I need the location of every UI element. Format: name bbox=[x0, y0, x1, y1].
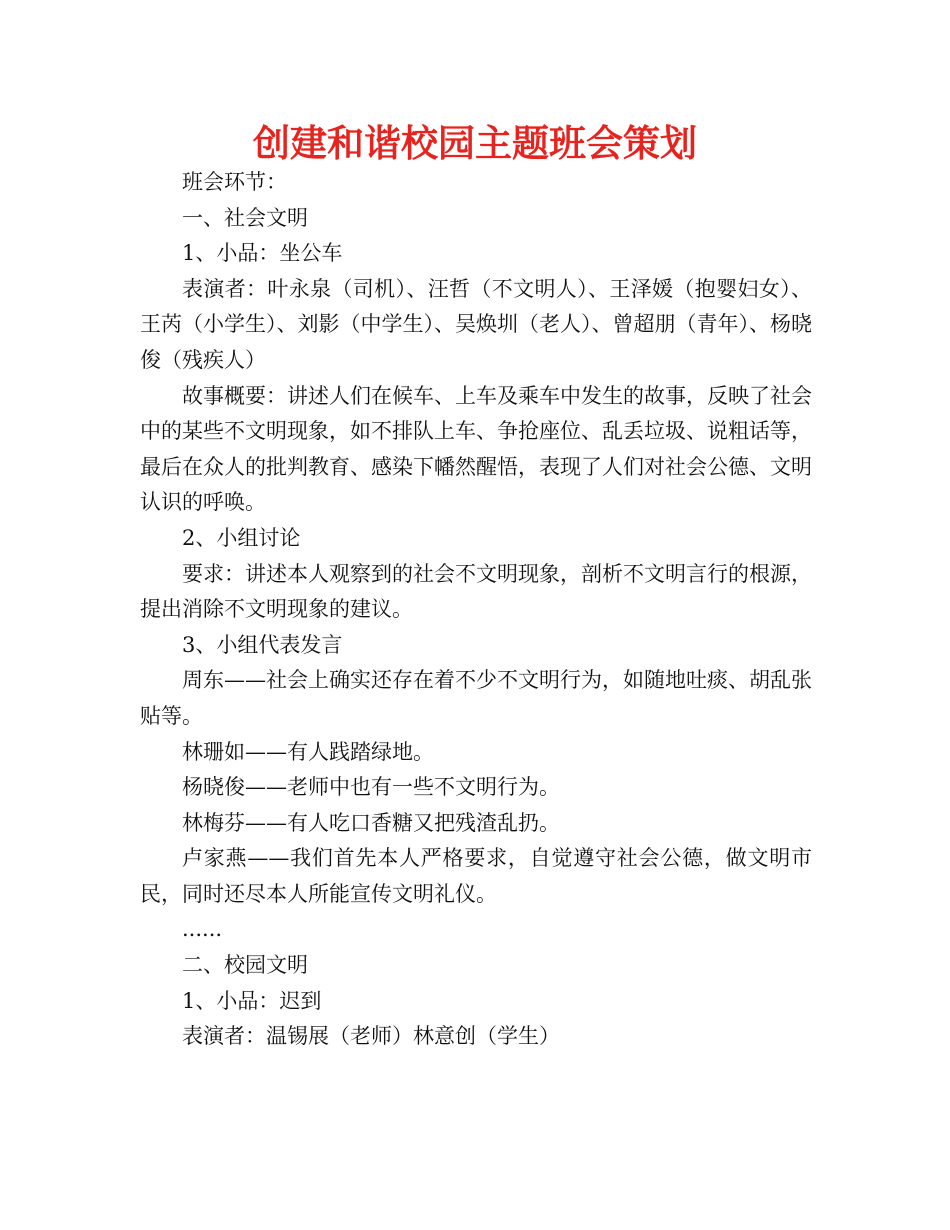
paragraph-section-label: 班会环节： bbox=[182, 170, 287, 194]
paragraph-heading-social: 一、社会文明 bbox=[182, 205, 308, 230]
paragraph-speech-linshanru: 林珊如——有人践踏绿地。 bbox=[182, 739, 434, 764]
paragraph-sketch-bus: 1、小品：坐公车 bbox=[182, 241, 343, 266]
paragraph-requirements: 要求：讲述本人观察到的社会不文明现象，剖析不文明言行的根源，提出消除不文明现象的建议。 bbox=[140, 561, 812, 622]
paragraph-speech-linmeifen: 林梅芬——有人吃口香糖又把残渣乱扔。 bbox=[182, 810, 560, 835]
paragraph-speech-zhoudong: 周东——社会上确实还存在着不少不文明行为，如随地吐痰、胡乱张贴等。 bbox=[140, 668, 812, 728]
paragraph-sketch-late: 1、小品：迟到 bbox=[182, 988, 322, 1013]
paragraph-representatives: 3、小组代表发言 bbox=[182, 632, 343, 657]
paragraph-group-discussion: 2、小组讨论 bbox=[182, 525, 301, 550]
document-body bbox=[140, 165, 812, 1055]
paragraph-story-summary: 故事概要：讲述人们在候车、上车及乘车中发生的故事，反映了社会中的某些不文明现象，如不排队上车、争抢座位、乱丢垃圾、说粗话等，最后在众人的批判教育、感染下幡然醒悟，表现了人们对社会公德、文明认识的呼唤。 bbox=[140, 383, 812, 515]
paragraph-performers-late: 表演者：温锡展（老师）林意创（学生） bbox=[182, 1024, 560, 1049]
paragraph-performers-bus: 表演者：叶永泉（司机）、汪哲（不文明人）、王泽媛（抱婴妇女）、王芮（小学生）、刘影（中学生）、吴焕圳（老人）、曾超朋（青年）、杨晓俊（残疾人） bbox=[140, 276, 812, 372]
paragraph-speech-lujiayan: 卢家燕——我们首先本人严格要求，自觉遵守社会公德，做文明市民，同时还尽本人所能宣传文明礼仪。 bbox=[140, 846, 812, 906]
paragraph-heading-campus: 二、校园文明 bbox=[182, 953, 308, 978]
paragraph-speech-yangxiaojun: 杨晓俊——老师中也有一些不文明行为。 bbox=[182, 775, 560, 800]
document-title: 创建和谐校园主题班会策划 bbox=[253, 122, 697, 165]
paragraph-ellipsis: ...... bbox=[182, 917, 223, 942]
